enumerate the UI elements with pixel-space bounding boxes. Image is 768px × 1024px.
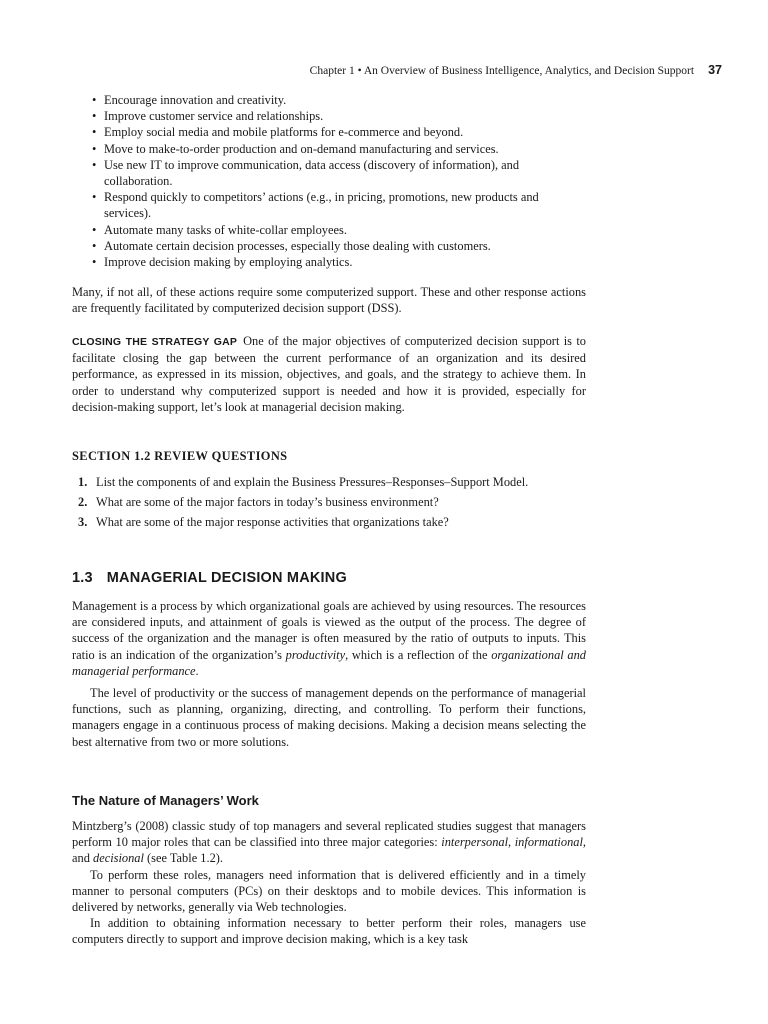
response-paragraph-block <box>72 284 586 316</box>
response-bullet-list <box>90 92 586 270</box>
question-number: 3. <box>78 515 88 530</box>
section-number: 1.3 <box>72 570 93 586</box>
list-item: • Respond quickly to competitors’ actions (e.g., in pricing, promotions, new products and services). <box>90 189 586 221</box>
review-questions-block <box>72 449 586 535</box>
list-item <box>72 494 586 510</box>
list-item <box>72 474 586 490</box>
review-question-list <box>72 474 586 531</box>
question-number: 1. <box>78 475 88 489</box>
question-text: What are some of the major response activities that organizations take? <box>96 515 449 530</box>
list-item: • Automate many tasks of white-collar employees. <box>90 222 586 238</box>
text-run: and <box>72 851 93 866</box>
response-paragraph: Many, if not all, of these actions require some computerized support. These and other response actions are frequently facilitated by computerized decision support (DSS). <box>72 285 586 316</box>
running-title: Chapter 1 • An Overview of Business Intelligence, Analytics, and Decision Support <box>309 65 695 77</box>
list-item <box>72 514 586 530</box>
text-run: , which is a reflection of the <box>345 647 492 662</box>
section-1-3-heading <box>72 570 586 586</box>
emphasis-productivity: productivity <box>285 647 346 662</box>
text-run: Management is a process by which organizational goals are achieved by using resources. The resources are considered inputs, and attainment of goals is viewed as the output of the process. The degree of success of the organization and the manager is often measured by the ratio of outputs to inputs. This ratio is an indication of the organization’s <box>72 599 586 662</box>
text-run: . <box>195 663 199 678</box>
nature-heading: The Nature of Managers’ Work <box>72 793 259 808</box>
section-1-3-body <box>72 598 586 750</box>
list-item: • Automate certain decision processes, especially those dealing with customers. <box>90 238 586 254</box>
question-text: List the components of and explain the Business Pressures–Responses–Support Model. <box>96 475 529 489</box>
list-item: • Encourage innovation and creativity. <box>90 92 586 108</box>
emphasis-decisional: decisional <box>93 851 144 866</box>
productivity-paragraph: The level of productivity or the success of management depends on the performance of managerial functions, such as planning, organizing, directing, and controlling. To perform their functions, managers engage in a continuous process of making decisions. Making a decision means selecting the best alternative from two or more solutions. <box>72 686 586 749</box>
text-run: (see Table 1.2). <box>143 851 224 866</box>
list-item: • Use new IT to improve communication, data access (discovery of information), and collaboration. <box>90 157 586 189</box>
question-number: 2. <box>78 495 88 510</box>
question-text: What are some of the major factors in today’s business environment? <box>96 495 439 510</box>
running-header <box>72 63 722 77</box>
list-item: • Improve customer service and relationships. <box>90 108 586 124</box>
closing-gap-block <box>72 333 586 415</box>
list-item: • Improve decision making by employing analytics. <box>90 254 586 270</box>
closing-gap-heading: CLOSING THE STRATEGY GAP <box>72 336 238 348</box>
list-item: • Move to make-to-order production and on-demand manufacturing and services. <box>90 141 586 157</box>
page-number: 37 <box>708 63 722 77</box>
closing-gap-paragraph <box>72 333 586 415</box>
emphasis-performance: organizational and managerial performance <box>72 647 587 678</box>
emphasis-roles: interpersonal, informational, <box>441 835 586 850</box>
list-item: • Employ social media and mobile platforms for e-commerce and beyond. <box>90 124 586 140</box>
management-paragraph <box>72 598 586 679</box>
roles-paragraph: To perform these roles, managers need information that is delivered efficiently and in a timely manner to personal computers (PCs) on their desktops and to mobile devices. This information is delivered by networks, generally via Web technologies. <box>72 867 586 915</box>
mintzberg-paragraph <box>72 818 586 867</box>
computers-paragraph: In addition to obtaining information necessary to better perform their roles, managers use computers directly to support and improve decision making, which is a key task <box>72 916 586 947</box>
section-title: MANAGERIAL DECISION MAKING <box>106 570 347 586</box>
closing-gap-text: One of the major objectives of computerized decision support is to facilitate closing the gap between the current performance of an organization and its desired performance, as expressed in its mission, objectives, and goals, and the strategy to achieve them. In order to understand why computerized support is needed and how it is provided, especially for decision-making support, let’s look at managerial decision making. <box>72 334 586 414</box>
review-questions-heading: SECTION 1.2 REVIEW QUESTIONS <box>72 449 288 463</box>
text-run: Mintzberg’s (2008) classic study of top managers and several replicated studies suggest that managers perform 10 major roles that can be classified into three major categories: <box>72 819 586 850</box>
nature-subsection <box>72 793 586 948</box>
